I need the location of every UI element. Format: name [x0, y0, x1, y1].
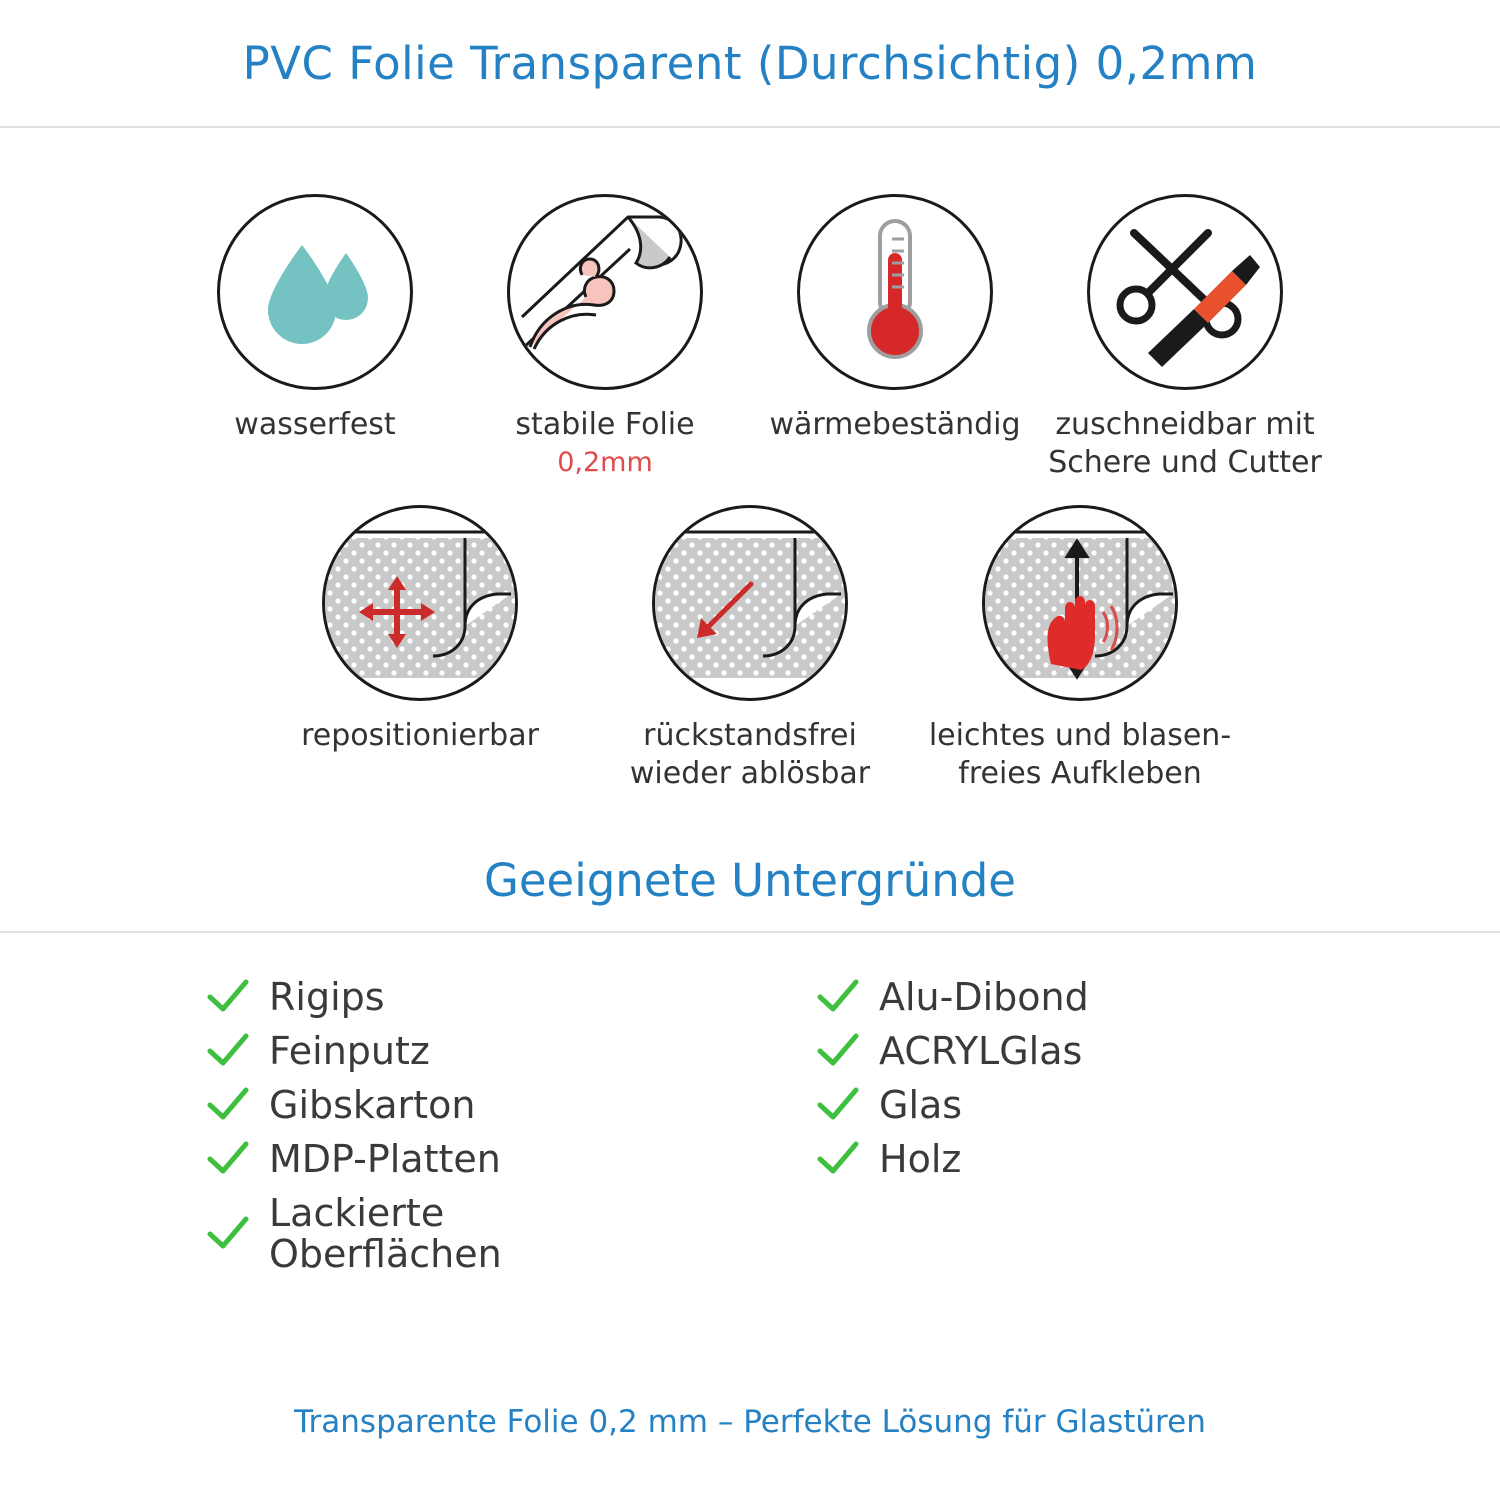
- feature-icon-circle: [982, 505, 1178, 701]
- feature-caption: [769, 406, 1020, 444]
- list-item: [815, 1082, 1295, 1127]
- list-item-label: Feinputz: [269, 1028, 430, 1073]
- check-icon: [815, 1086, 861, 1124]
- feature-icon-circle: [1087, 194, 1283, 390]
- list-item-label: Rigips: [269, 974, 385, 1019]
- check-icon: [815, 1140, 861, 1178]
- feature-caption: [920, 717, 1240, 794]
- surfaces-section: [0, 933, 1500, 1288]
- check-icon: [205, 1032, 251, 1070]
- feature-caption: [590, 717, 910, 794]
- feature-label: wasserfest: [234, 407, 396, 442]
- feature-repositionierbar: [255, 505, 585, 794]
- page-title: PVC Folie Transparent (Durchsichtig) 0,2mm: [242, 36, 1258, 90]
- reposition-arrows-icon: [325, 508, 515, 698]
- feature-icon-circle: [507, 194, 703, 390]
- feature-aufkleben: [915, 505, 1245, 794]
- feature-waermebestaendig: [750, 194, 1040, 483]
- surfaces-column-left: [205, 974, 685, 1288]
- feature-zuschneidbar: [1040, 194, 1330, 483]
- feature-label: repositionierbar: [301, 717, 539, 753]
- check-icon: [205, 1215, 251, 1253]
- thermometer-icon: [800, 197, 990, 387]
- list-item-label: Alu-Dibond: [879, 974, 1089, 1019]
- features-row-2: [0, 505, 1500, 794]
- feature-icon-circle: [322, 505, 518, 701]
- water-drops-icon: [220, 197, 410, 387]
- feature-icon-circle: [217, 194, 413, 390]
- list-item: [205, 1190, 685, 1276]
- feature-stabile-folie: [460, 194, 750, 483]
- feature-rueckstandsfrei: [585, 505, 915, 794]
- list-item-label: Lackierte Oberflächen: [269, 1190, 502, 1276]
- peel-off-arrow-icon: [655, 508, 845, 698]
- list-item: [205, 1028, 685, 1073]
- feature-caption: [1040, 406, 1330, 483]
- footer: [0, 1404, 1500, 1440]
- scissors-cutter-icon: [1090, 197, 1280, 387]
- features-section: [0, 128, 1500, 794]
- check-icon: [815, 1032, 861, 1070]
- check-icon: [205, 1140, 251, 1178]
- section-title: Geeignete Untergründe: [483, 853, 1016, 907]
- check-icon: [815, 978, 861, 1016]
- feature-icon-circle: [797, 194, 993, 390]
- feature-caption: [301, 717, 539, 755]
- feature-caption: [234, 406, 395, 444]
- list-item: [815, 974, 1295, 1019]
- feature-label: rückstandsfrei wieder ablösbar: [629, 717, 871, 792]
- feature-caption: [515, 406, 694, 481]
- features-row-1: [0, 194, 1500, 483]
- footer-text: Transparente Folie 0,2 mm – Perfekte Lösung für Glastüren: [294, 1404, 1206, 1440]
- surfaces-column-right: [815, 974, 1295, 1288]
- list-item-label: ACRYLGlas: [879, 1028, 1083, 1073]
- feature-wasserfest: [170, 194, 460, 483]
- list-item: [205, 1136, 685, 1181]
- list-item-label: Gibskarton: [269, 1082, 476, 1127]
- feature-label: leichtes und blasen- freies Aufkleben: [928, 717, 1232, 792]
- feature-label: zuschneidbar mit Schere und Cutter: [1048, 407, 1322, 481]
- list-item-label: Holz: [879, 1136, 962, 1181]
- section-header: [0, 854, 1500, 933]
- list-item: [815, 1136, 1295, 1181]
- feature-icon-circle: [652, 505, 848, 701]
- list-item: [815, 1028, 1295, 1073]
- hand-smoothing-icon: [985, 508, 1175, 698]
- feature-label: wärmebeständig: [769, 407, 1021, 442]
- list-item-label: Glas: [879, 1082, 963, 1127]
- check-icon: [205, 1086, 251, 1124]
- list-item: [205, 1082, 685, 1127]
- check-icon: [205, 978, 251, 1016]
- list-item: [205, 974, 685, 1019]
- list-item-label: MDP-Platten: [269, 1136, 501, 1181]
- strong-arm-film-icon: [510, 197, 700, 387]
- header: [0, 0, 1500, 128]
- feature-sublabel: 0,2mm: [557, 447, 653, 479]
- feature-label: stabile Folie: [515, 407, 695, 442]
